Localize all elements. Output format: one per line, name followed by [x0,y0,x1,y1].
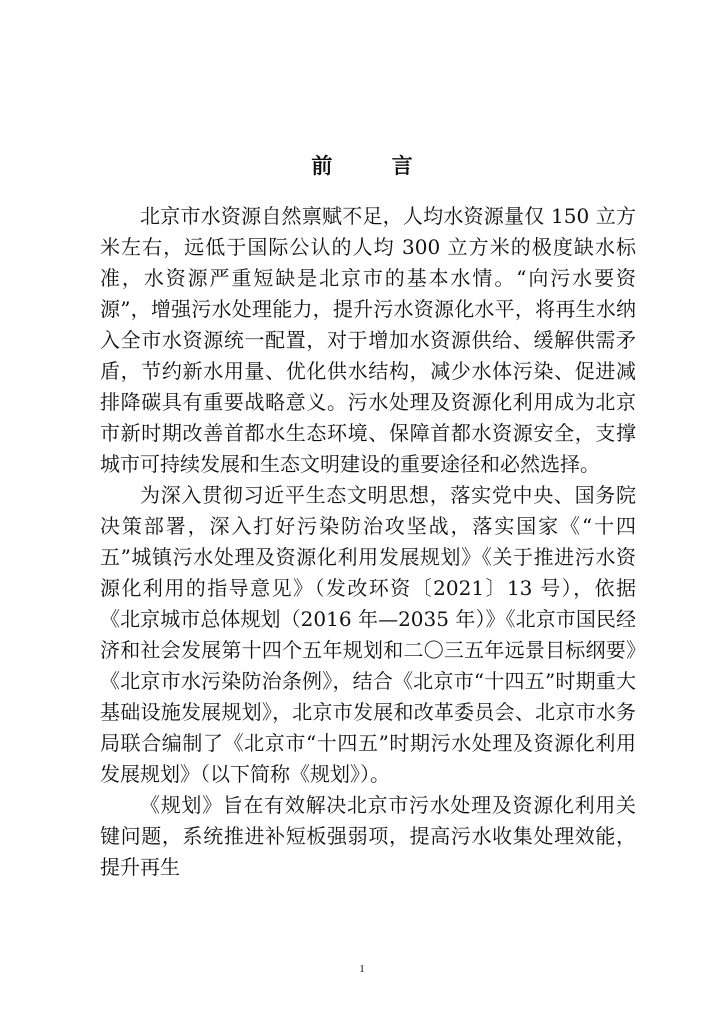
page-number: 1 [359,963,365,975]
body-text [100,201,636,883]
paragraph-3: 《规划》旨在有效解决北京市污水处理及资源化利用关键问题，系统推进补短板强弱项，提高污水收集处理效能，提升再生 [100,793,636,879]
paragraph-1: 北京市水资源自然禀赋不足，人均水资源量仅 150 立方米左右，远低于国际公认的人均 300 立方米的极度缺水标准，水资源严重短缺是北京市的基本水情。“向污水要资源”，增强污水处理能力，提升污水资源化水平，将再生水纳入全市水资源统一配置，对于增加水资源供给、缓解供需矛盾，节约新水用量、优化供水结构，减少水体污染、促进减排降碳具有重要战略意义。污水处理及资源化利用成为北京市新时期改善首都水生态环境、保障首都水资源安全，支撑城市可持续发展和生态文明建设的重要途径和必然选择。 [100,204,636,476]
page-title: 前 言 [311,153,439,179]
paragraph-2: 为深入贯彻习近平生态文明思想，落实党中央、国务院决策部署，深入打好污染防治攻坚战，落实国家《“十四五”城镇污水处理及资源化利用发展规划》《关于推进污水资源化利用的指导意见》（发改环资〔2021〕13 号），依据《北京城市总体规划（2016 年—2035 年）》《北京市国民经济和社会发展第十四个五年规划和二〇三五年远景目标纲要》《北京市水污染防治条例》，结合《北京市“十四五”时期重大基础设施发展规划》，北京市发展和改革委员会、北京市水务局联合编制了《北京市“十四五”时期污水处理及资源化利用发展规划》（以下简称《规划》）。 [100,483,636,786]
